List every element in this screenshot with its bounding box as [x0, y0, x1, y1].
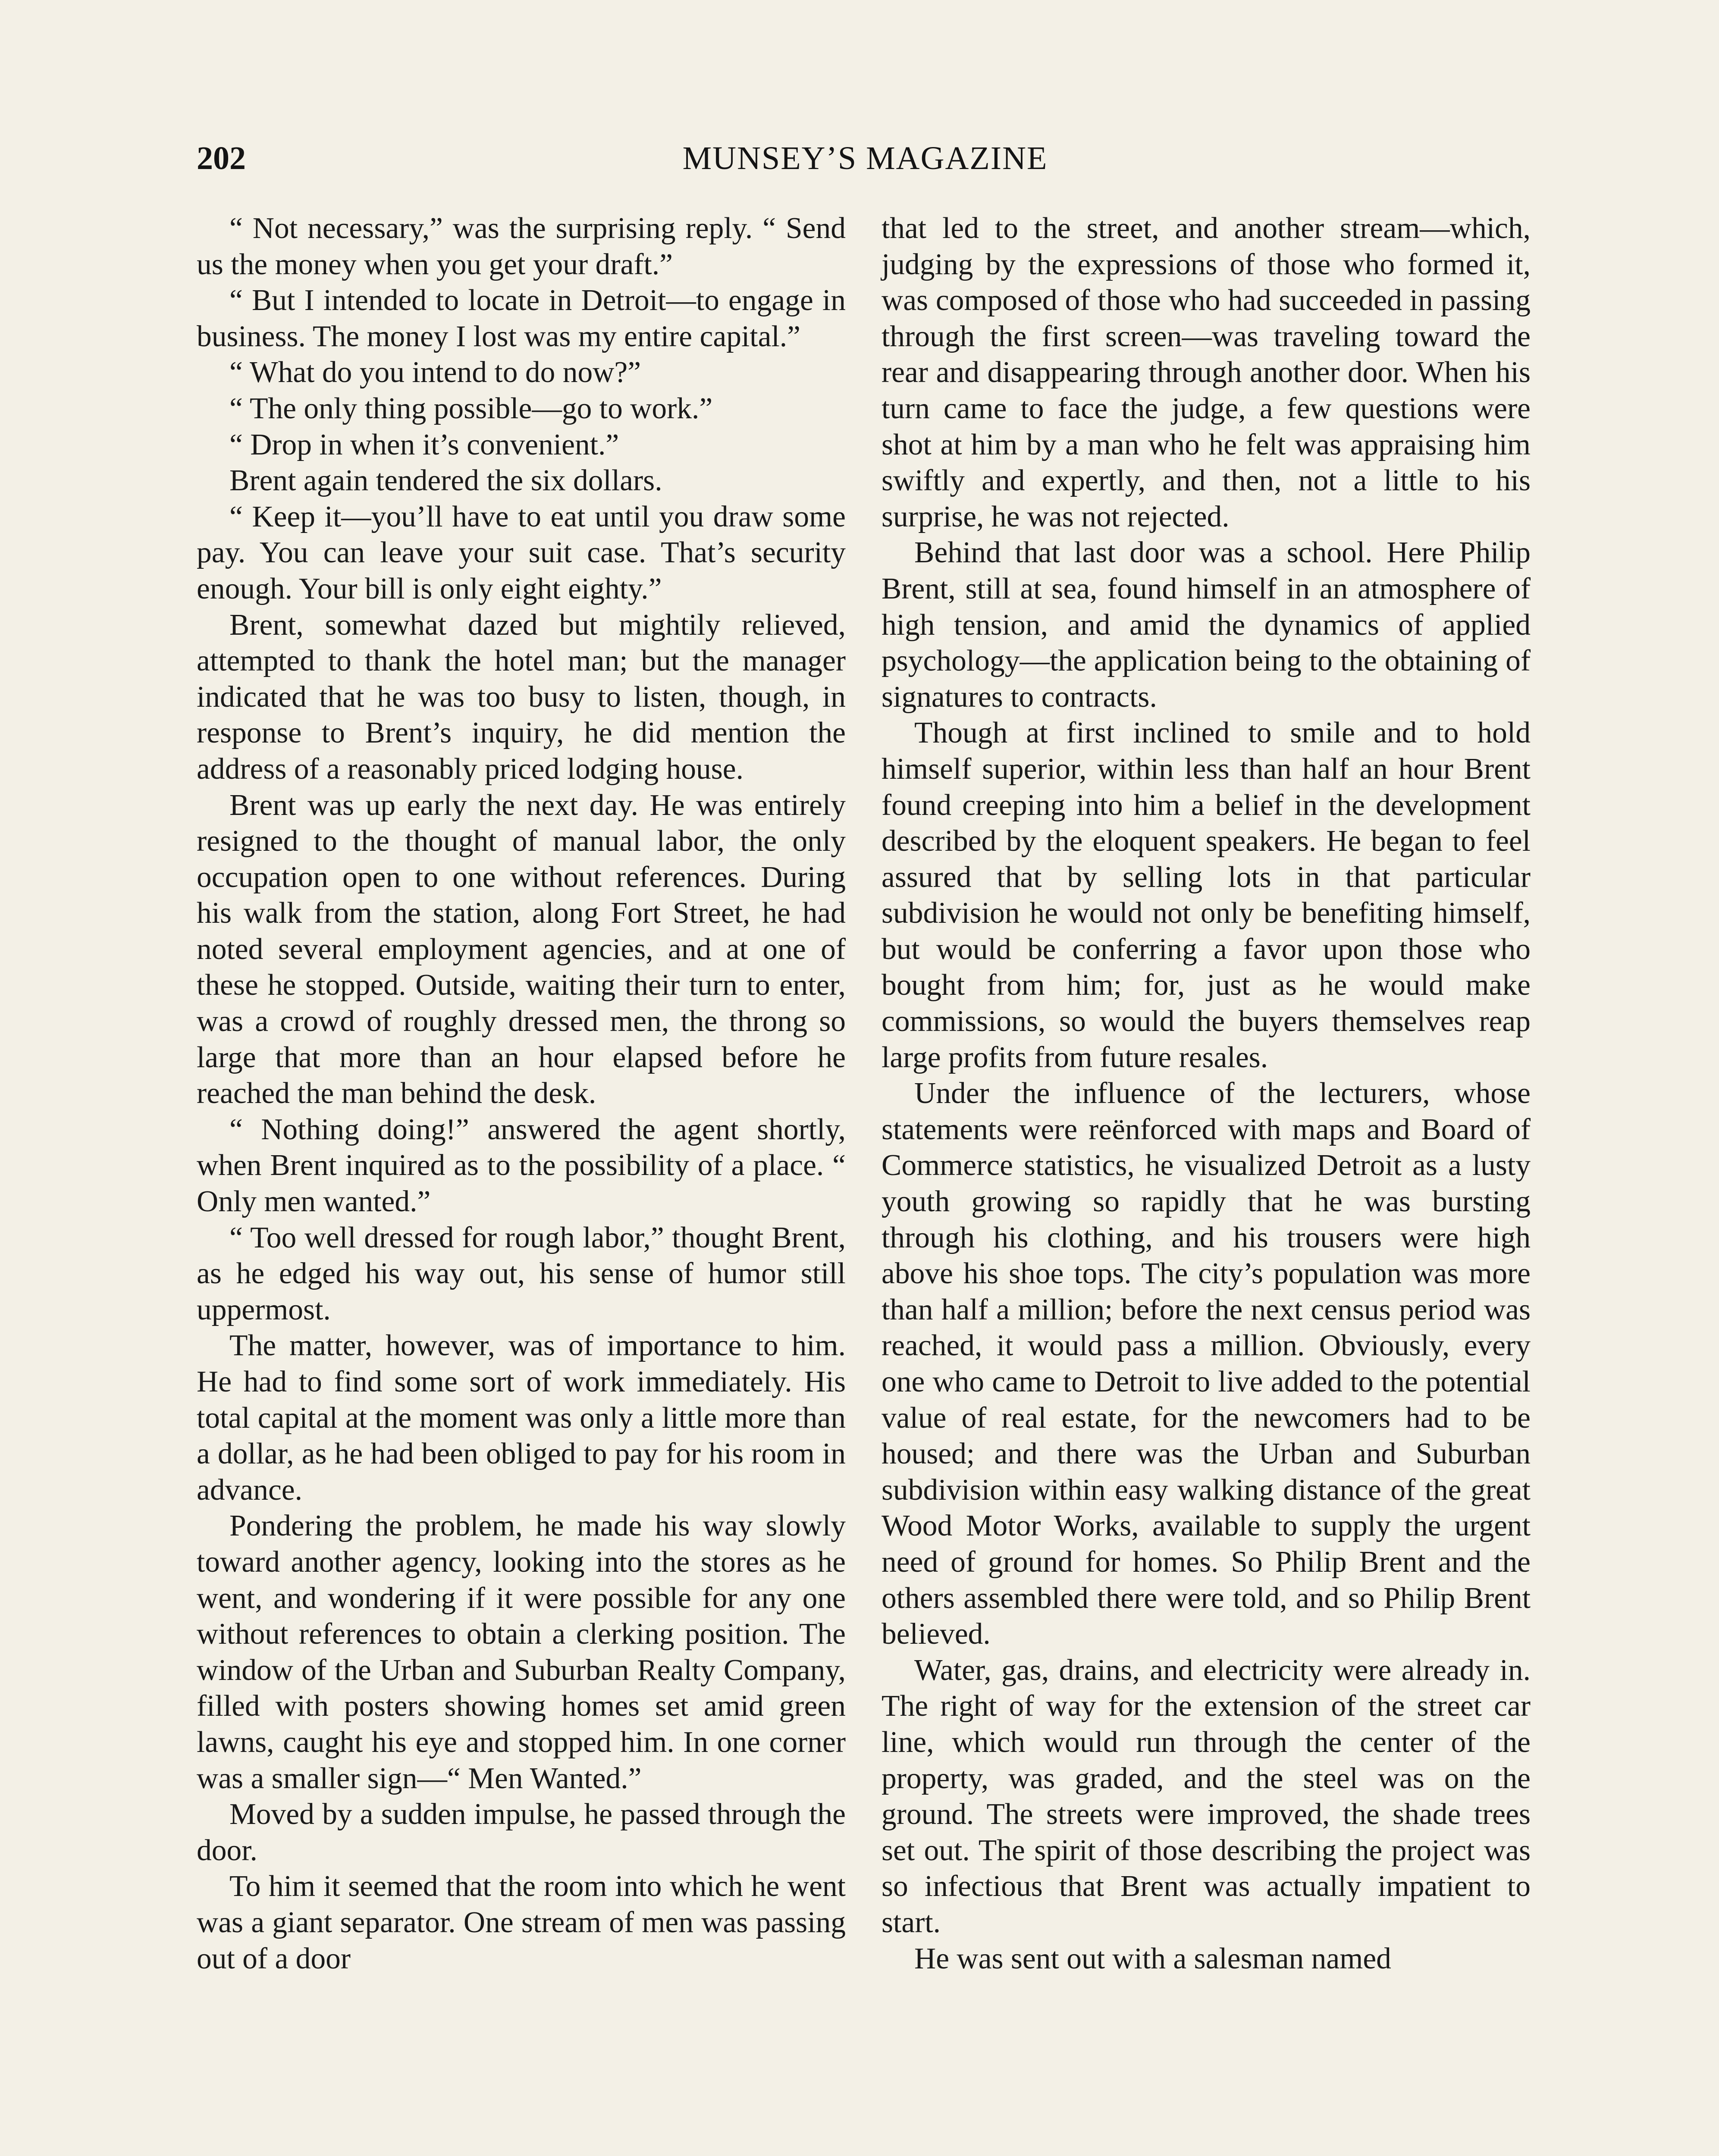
running-head: MUNSEY’S MAGAZINE: [682, 140, 1048, 176]
left-column: [197, 210, 846, 1977]
page-number: 202: [197, 140, 246, 176]
paragraph: “ Not necessary,” was the surprising reply. “ Send us the money when you get your draft.”: [197, 212, 846, 281]
right-column: [881, 210, 1531, 1977]
paragraph: “ The only thing possible—go to work.”: [229, 392, 713, 425]
paragraph: “ Nothing doing!” answered the agent shortly, when Brent inquired as to the possibility of a place. “ Only men wanted.”: [197, 1112, 846, 1219]
paragraph: Brent again tendered the six dollars.: [229, 464, 662, 498]
paragraph: The matter, however, was of importance to him. He had to find some sort of work immediately. His total capital at the moment was only a little more than a dollar, as he had been obliged to pay for his room in advance.: [197, 1329, 846, 1507]
paragraph: He was sent out with a salesman named: [914, 1942, 1391, 1975]
paragraph: Brent, somewhat dazed but mightily relieved, attempted to thank the hotel man; but the manager indicated that he was too busy to listen, though, in response to Brent’s inquiry, he did mention the address of a reasonably priced lodging house.: [197, 608, 846, 786]
page-header: [197, 135, 1534, 182]
paragraph: Pondering the problem, he made his way slowly toward another agency, looking into the stores as he went, and wondering if it were possible for any one without references to obtain a clerking position. The window of the Urban and Suburban Realty Company, filled with posters showing homes set amid green lawns, caught his eye and stopped him. In one corner was a smaller sign—“ Men Wanted.”: [197, 1509, 846, 1795]
paragraph: Moved by a sudden impulse, he passed through the door.: [197, 1798, 846, 1867]
paragraph: Water, gas, drains, and electricity were already in. The right of way for the extension of the street car line, which would run through the center of the property, was graded, and the steel was on the ground. The streets were improved, the shade trees set out. The spirit of those describing the project was so infectious that Brent was actually impatient to start.: [881, 1653, 1531, 1939]
paragraph: that led to the street, and another stream—which, judging by the expressions of those who formed it, was composed of those who had succeeded in passing through the first screen—was traveling toward the rear and disappearing through another door. When his turn came to face the judge, a few questions were shot at him by a man who he felt was appraising him swiftly and expertly, and then, not a little to his surprise, he was not rejected.: [881, 212, 1531, 533]
paragraph: “ But I intended to locate in Detroit—to engage in business. The money I lost was my entire capital.”: [197, 284, 846, 353]
paragraph: “ What do you intend to do now?”: [229, 356, 641, 389]
paragraph: Behind that last door was a school. Here Philip Brent, still at sea, found himself in an atmosphere of high tension, and amid the dynamics of applied psychology—the application being to the obtaining of signatures to contracts.: [881, 536, 1531, 714]
paragraph: Brent was up early the next day. He was entirely resigned to the thought of manual labor, the only occupation open to one without references. During his walk from the station, along Fort Street, he had noted several employment agencies, and at one of these he stopped. Outside, waiting their turn to enter, was a crowd of roughly dressed men, the throng so large that more than an hour elapsed before he reached the man behind the desk.: [197, 788, 846, 1110]
paragraph: “ Too well dressed for rough labor,” thought Brent, as he edged his way out, his sense of humor still uppermost.: [197, 1221, 846, 1326]
paragraph: Under the influence of the lecturers, whose statements were reënforced with maps and Board of Commerce statistics, he visualized Detroit as a lusty youth growing so rapidly that he was bursting through his clothing, and his trousers were high above his shoe tops. The city’s population was more than half a million; before the next census period was reached, it would pass a million. Obviously, every one who came to Detroit to live added to the potential value of real estate, for the newcomers had to be housed; and there was the Urban and Suburban subdivision within easy walking distance of the great Wood Motor Works, available to supply the urgent need of ground for homes. So Philip Brent and the others assembled there were told, and so Philip Brent believed.: [881, 1077, 1531, 1651]
paragraph: “ Drop in when it’s convenient.”: [229, 428, 619, 461]
paragraph: To him it seemed that the room into which he went was a giant separator. One stream of men was passing out of a door: [197, 1870, 846, 1975]
paragraph: Though at first inclined to smile and to hold himself superior, within less than half an hour Brent found creeping into him a belief in the development described by the eloquent speakers. He began to feel assured that by selling lots in that particular subdivision he would not only be benefiting himself, but would be conferring a favor upon those who bought from him; for, just as he would make commissions, so would the buyers themselves reap large profits from future resales.: [881, 716, 1531, 1074]
paragraph: “ Keep it—you’ll have to eat until you draw some pay. You can leave your suit case. That’s security enough. Your bill is only eight eighty.”: [197, 500, 846, 605]
